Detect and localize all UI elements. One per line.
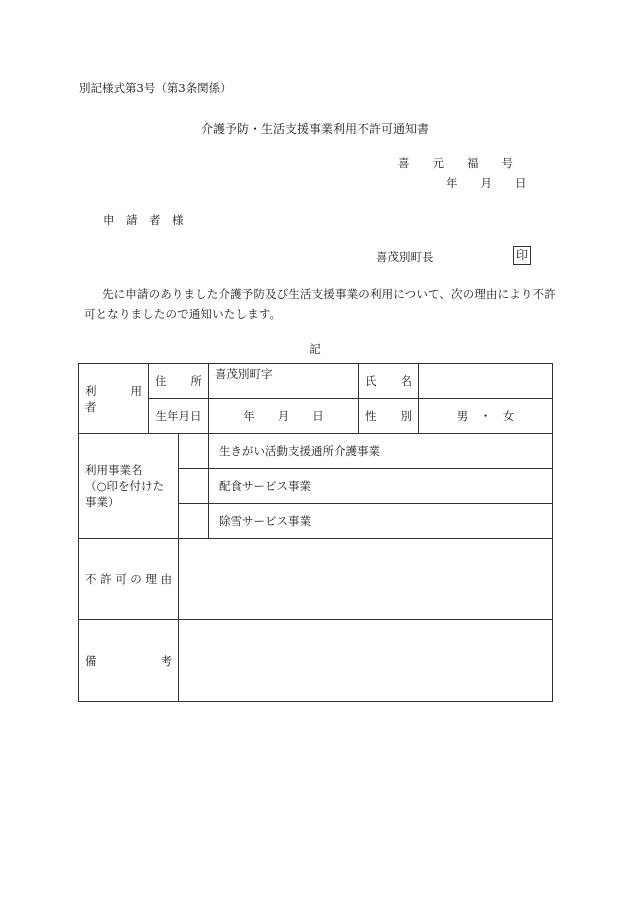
table-row	[79, 620, 553, 702]
remarks-label: 備 考	[79, 620, 179, 702]
issue-date: 年 月 日	[446, 176, 527, 190]
gender-value[interactable]: 男 ・ 女	[419, 399, 553, 434]
document-number: 喜 元 福 号	[398, 156, 513, 170]
birth-value[interactable]: 年 月 日	[209, 399, 359, 434]
document-title: 介護予防・生活支援事業利用不許可通知書	[200, 122, 429, 136]
service-mark-3[interactable]	[179, 504, 209, 539]
seal-box: 印	[513, 246, 531, 265]
service-mark-2[interactable]	[179, 469, 209, 504]
gender-label: 性 別	[359, 399, 419, 434]
reason-label: 不許可の理由	[79, 539, 179, 620]
table-row	[79, 434, 553, 469]
address-label: 住 所	[149, 364, 209, 399]
form-number-label: 別記様式第3号（第3条関係）	[79, 81, 232, 95]
birth-label: 生年月日	[149, 399, 209, 434]
service-label: 利用事業名 （○印を付けた事業）	[79, 434, 179, 539]
service-mark-1[interactable]	[179, 434, 209, 469]
service-item-3: 除雪サービス事業	[209, 504, 553, 539]
service-item-1: 生きがい活動支援通所介護事業	[209, 434, 553, 469]
service-item-2: 配食サービス事業	[209, 469, 553, 504]
remarks-value[interactable]	[179, 620, 553, 702]
table-row	[79, 399, 553, 434]
user-label: 利 用 者	[79, 364, 149, 434]
table-row	[79, 539, 553, 620]
ki-heading: 記	[309, 342, 321, 356]
address-value[interactable]: 喜茂別町字	[209, 364, 359, 399]
notice-form-table	[78, 363, 553, 702]
issuer-name: 喜茂別町長	[376, 250, 434, 264]
name-label: 氏 名	[359, 364, 419, 399]
name-value[interactable]	[419, 364, 553, 399]
table-row	[79, 364, 553, 399]
reason-value[interactable]	[179, 539, 553, 620]
addressee: 申 請 者 様	[103, 213, 184, 227]
notice-body-text: 先に申請のありました介護予防及び生活支援事業の利用について、次の理由により不許可となりましたので通知いたします。	[84, 287, 556, 321]
